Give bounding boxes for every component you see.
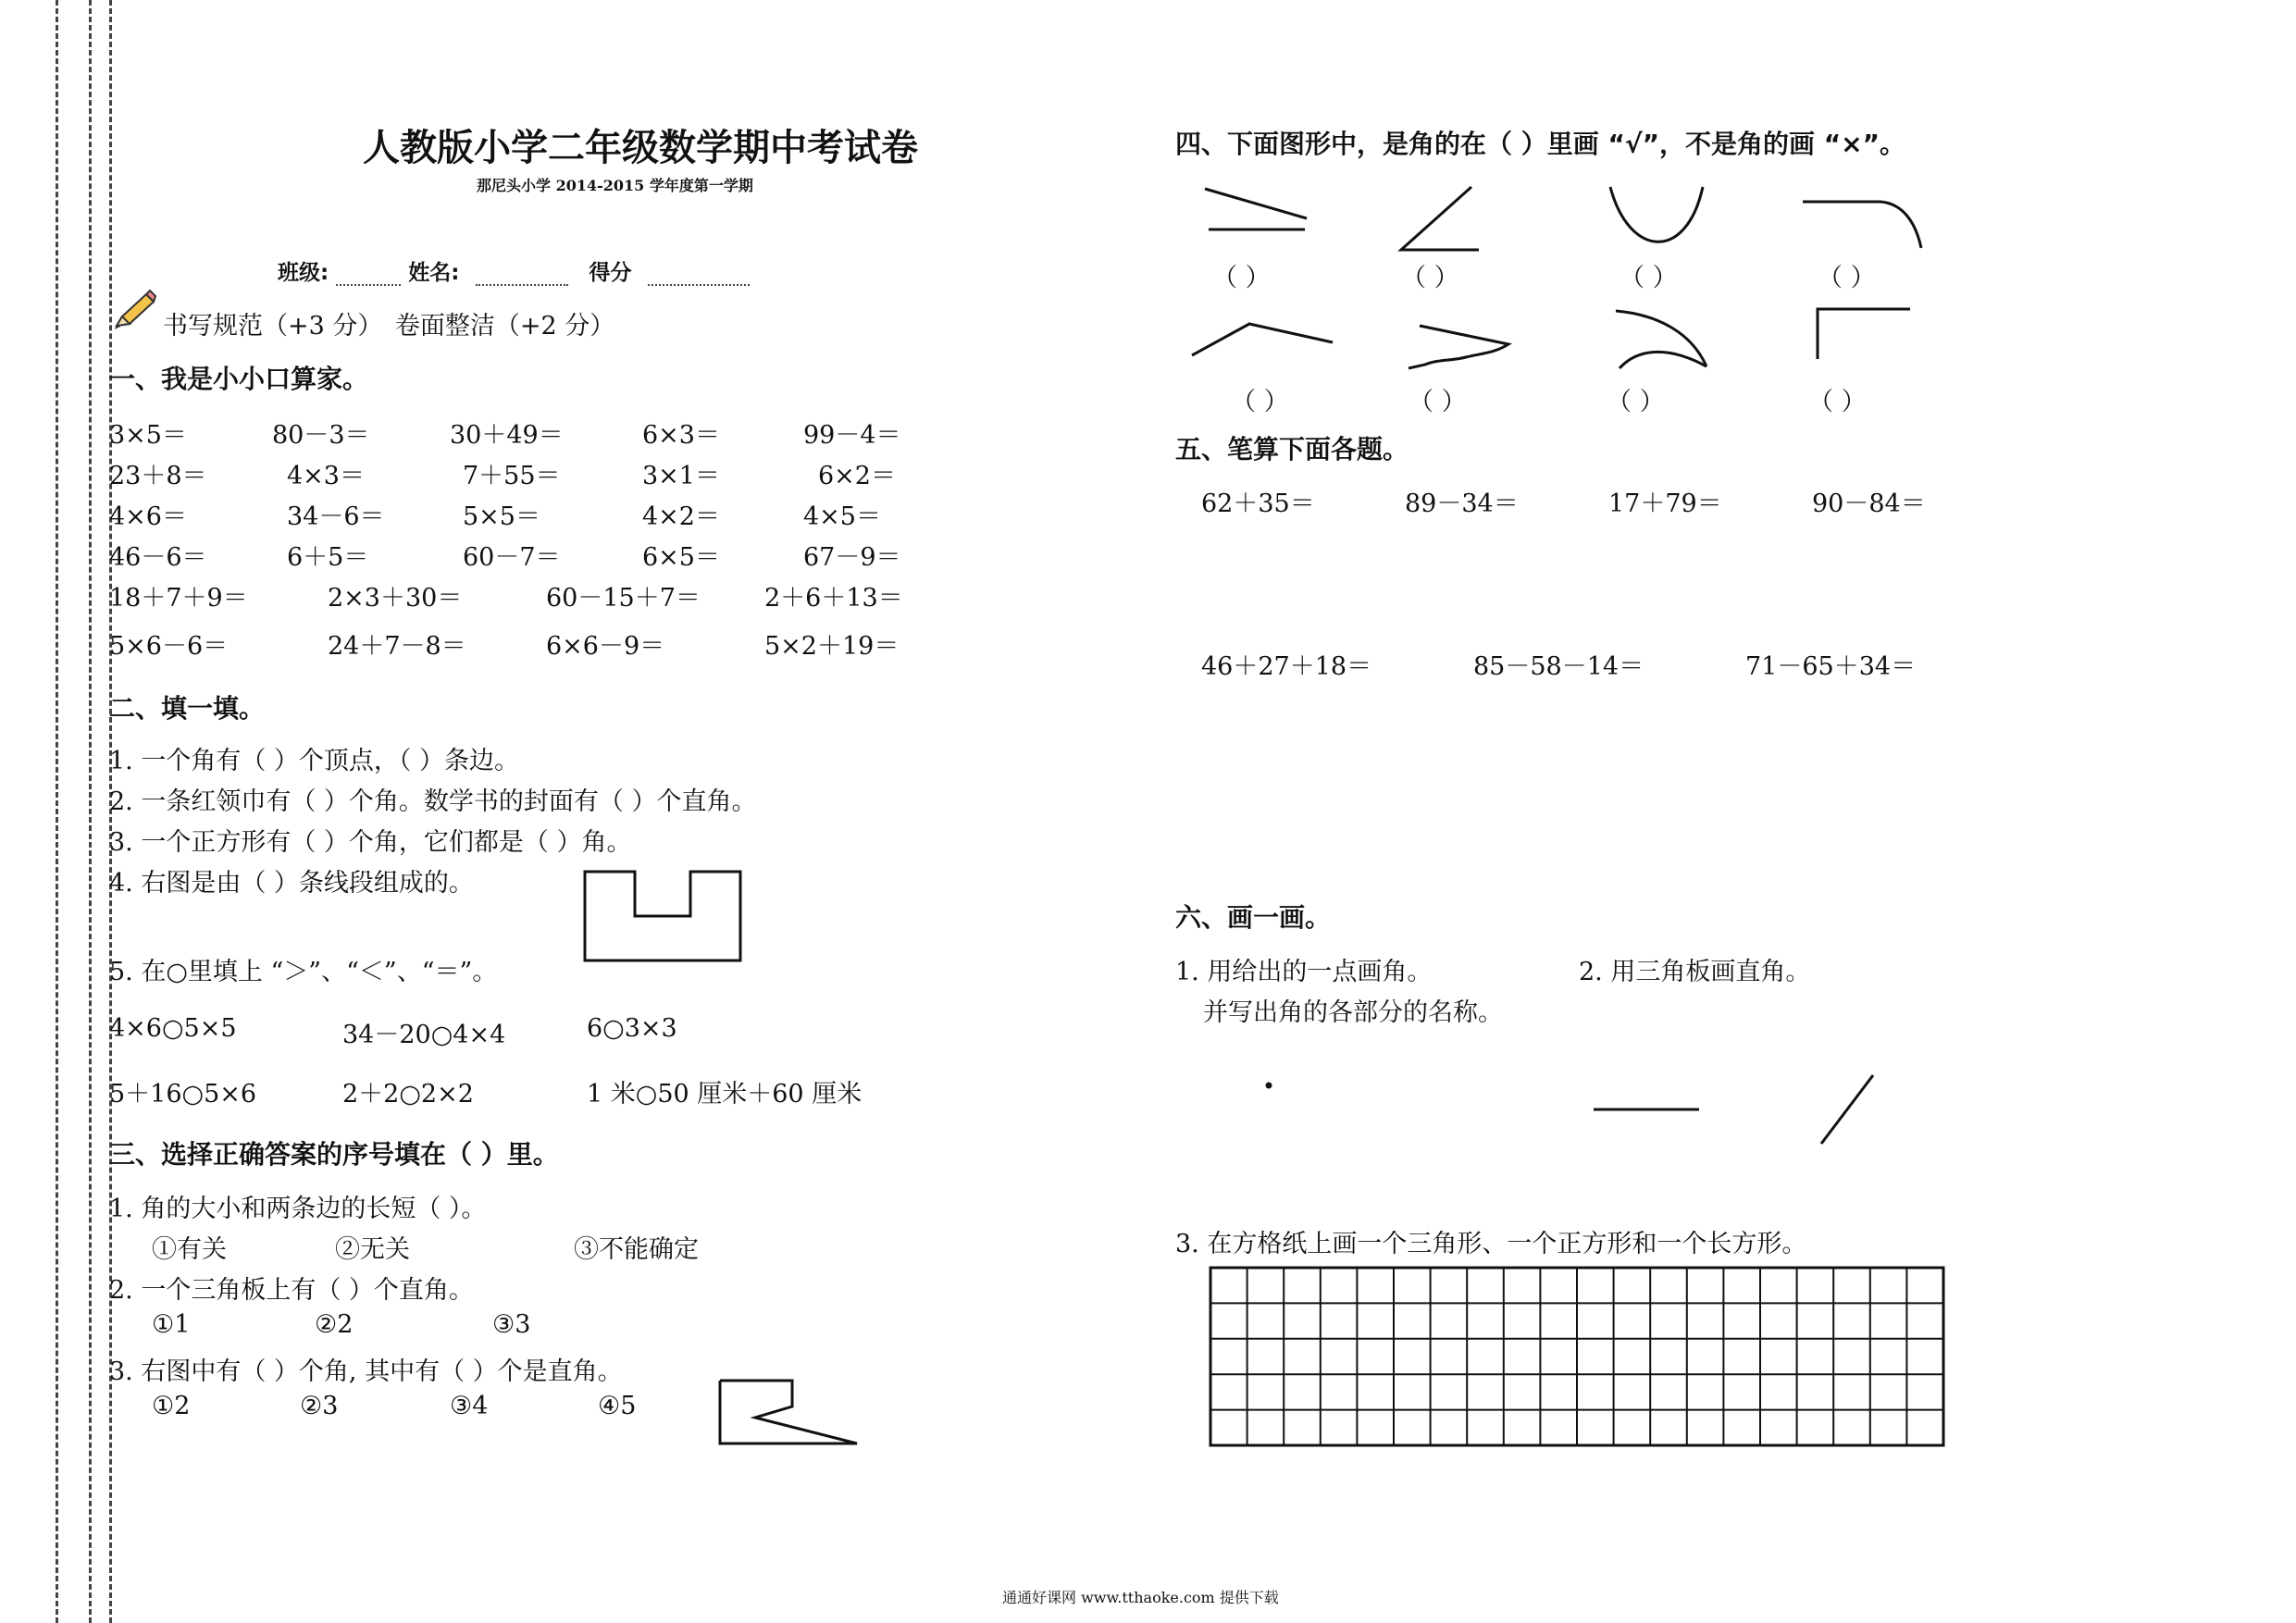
compare-item: 2＋2○2×2 <box>342 1080 474 1109</box>
choice-option: ③3 <box>492 1310 531 1339</box>
written-calc: 46＋27＋18＝ <box>1201 652 1372 681</box>
figure-line-curve <box>1799 194 1925 254</box>
choice-option: ③4 <box>450 1392 489 1420</box>
exam-subtitle: 那尼头小学 2014-2015 学年度第一学期 <box>477 177 753 194</box>
pencil-icon <box>109 289 155 331</box>
calc-item: 4×2＝ <box>642 502 720 531</box>
footer-credit: 通通好课网 www.tthaoke.com 提供下载 <box>1002 1589 1279 1606</box>
choice-option: ①2 <box>152 1392 191 1420</box>
figure-bent-line <box>1188 318 1336 359</box>
u-shape-figure <box>583 870 742 962</box>
section-1-heading: 一、我是小小口算家。 <box>109 364 369 394</box>
compare-item: 34－20○4×4 <box>342 1021 506 1049</box>
binding-line-1 <box>56 0 58 1623</box>
calc-item: 60－7＝ <box>463 543 561 572</box>
calc-item: 4×6＝ <box>109 502 187 531</box>
answer-paren[interactable]: （ ） <box>1818 264 1876 292</box>
section-6-heading: 六、画一画。 <box>1175 902 1332 933</box>
exam-title: 人教版小学二年级数学期中考试卷 <box>363 127 918 169</box>
compare-item: 1 米○50 厘米＋60 厘米 <box>587 1080 863 1109</box>
calc-item: 6×2＝ <box>818 462 896 490</box>
calc-item: 5×5＝ <box>463 502 540 531</box>
calc-item: 3×1＝ <box>642 462 720 490</box>
choice-option: ②2 <box>315 1310 354 1339</box>
figure-curve-u <box>1607 183 1706 255</box>
fill-item: 1. 一个角有（ ）个顶点，（ ）条边。 <box>109 747 520 775</box>
calc-item: 4×5＝ <box>803 502 881 531</box>
calc-item: 24＋7－8＝ <box>328 632 466 661</box>
calc-item: 23＋8＝ <box>109 462 207 490</box>
neatness-score: 书写规范（+3 分） 卷面整洁（+2 分） <box>163 312 615 341</box>
figure-right-angle <box>1814 305 1914 363</box>
answer-paren[interactable]: （ ） <box>1620 264 1678 292</box>
class-label: 班级: <box>278 261 329 285</box>
fill-item: 4. 右图是由（ ）条线段组成的。 <box>109 869 474 898</box>
draw-item-1-cont: 并写出角的各部分的名称。 <box>1203 998 1503 1027</box>
figure-two-lines-gap <box>1203 181 1314 237</box>
compare-item: 5＋16○5×6 <box>109 1080 257 1109</box>
choice-option: ②3 <box>300 1392 339 1420</box>
calc-item: 30＋49＝ <box>450 421 564 450</box>
draw-item-2: 2. 用三角板画直角。 <box>1579 958 1811 986</box>
calc-item: 18＋7＋9＝ <box>109 584 248 613</box>
section-4-heading: 四、下面图形中，是角的在（ ）里画 “√”，不是角的画 “×”。 <box>1175 129 1905 159</box>
calc-item: 6×6－9＝ <box>546 632 665 661</box>
calc-item: 2×3＋30＝ <box>328 584 463 613</box>
choice-option: ②无关 <box>335 1235 410 1264</box>
figure-curved-angle <box>1610 307 1712 374</box>
choice-option: ③不能确定 <box>574 1235 699 1264</box>
answer-paren[interactable]: （ ） <box>1607 388 1665 416</box>
section-5-heading: 五、笔算下面各题。 <box>1175 434 1409 465</box>
written-calc: 85－58－14＝ <box>1473 652 1644 681</box>
answer-paren[interactable]: （ ） <box>1401 264 1459 292</box>
student-info-row <box>278 255 750 286</box>
calc-item: 6＋5＝ <box>287 543 369 572</box>
draw-item-3: 3. 在方格纸上画一个三角形、一个正方形和一个长方形。 <box>1175 1230 1807 1258</box>
choice-question: 2. 一个三角板上有（ ）个直角。 <box>109 1276 474 1305</box>
fill-item: 5. 在○里填上 “＞”、“＜”、“＝”。 <box>109 958 498 986</box>
given-point <box>1264 1081 1273 1090</box>
name-label: 姓名: <box>408 261 460 285</box>
calc-item: 80－3＝ <box>272 421 370 450</box>
fill-item: 3. 一个正方形有（ ）个角，它们都是（ ）角。 <box>109 828 632 857</box>
score-label: 得分 <box>589 261 632 285</box>
written-calc: 71－65＋34＝ <box>1745 652 1917 681</box>
written-calc: 62＋35＝ <box>1201 489 1315 518</box>
choice-question: 1. 角的大小和两条边的长短（ ）。 <box>109 1195 487 1223</box>
answer-paren[interactable]: （ ） <box>1808 388 1867 416</box>
score-blank[interactable] <box>648 264 750 286</box>
name-blank[interactable] <box>476 264 568 286</box>
draw-item-1: 1. 用给出的一点画角。 <box>1175 958 1433 986</box>
calc-item: 34－6＝ <box>287 502 385 531</box>
choice-option: ①有关 <box>152 1235 227 1264</box>
calc-item: 5×6－6＝ <box>109 632 229 661</box>
section-3-heading: 三、选择正确答案的序号填在（ ）里。 <box>109 1139 559 1170</box>
compare-item: 6○3×3 <box>587 1014 677 1043</box>
calc-item: 5×2＋19＝ <box>764 632 900 661</box>
given-segment-diagonal <box>1818 1073 1877 1147</box>
class-blank[interactable] <box>336 264 401 286</box>
section-2-heading: 二、填一填。 <box>109 693 266 724</box>
given-segment-horizontal <box>1592 1107 1703 1112</box>
calc-item: 99－4＝ <box>803 421 901 450</box>
written-calc: 89－34＝ <box>1405 489 1519 518</box>
binding-line-2 <box>89 0 92 1623</box>
calc-item: 4×3＝ <box>287 462 365 490</box>
fill-item: 2. 一条红领巾有（ ）个角。数学书的封面有（ ）个直角。 <box>109 787 757 816</box>
calc-item: 60－15＋7＝ <box>546 584 701 613</box>
answer-paren[interactable]: （ ） <box>1231 388 1289 416</box>
flag-shape-figure <box>718 1379 866 1447</box>
choice-question: 3. 右图中有（ ）个角, 其中有（ ）个是直角。 <box>109 1357 623 1386</box>
calc-item: 3×5＝ <box>109 421 187 450</box>
calc-item: 46－6＝ <box>109 543 207 572</box>
square-grid-paper[interactable] <box>1209 1266 1945 1447</box>
answer-paren[interactable]: （ ） <box>1409 388 1467 416</box>
written-calc: 17＋79＝ <box>1608 489 1722 518</box>
compare-item: 4×6○5×5 <box>109 1014 237 1043</box>
calc-item: 6×3＝ <box>642 421 720 450</box>
calc-item: 7＋55＝ <box>463 462 561 490</box>
choice-option: ①1 <box>152 1310 191 1339</box>
calc-item: 67－9＝ <box>803 543 901 572</box>
figure-angle <box>1397 185 1481 254</box>
choice-option: ④5 <box>598 1392 637 1420</box>
answer-paren[interactable]: （ ） <box>1212 264 1271 292</box>
calc-item: 6×5＝ <box>642 543 720 572</box>
calc-item: 2＋6＋13＝ <box>764 584 903 613</box>
written-calc: 90－84＝ <box>1812 489 1926 518</box>
figure-jagged-angle <box>1401 320 1516 374</box>
